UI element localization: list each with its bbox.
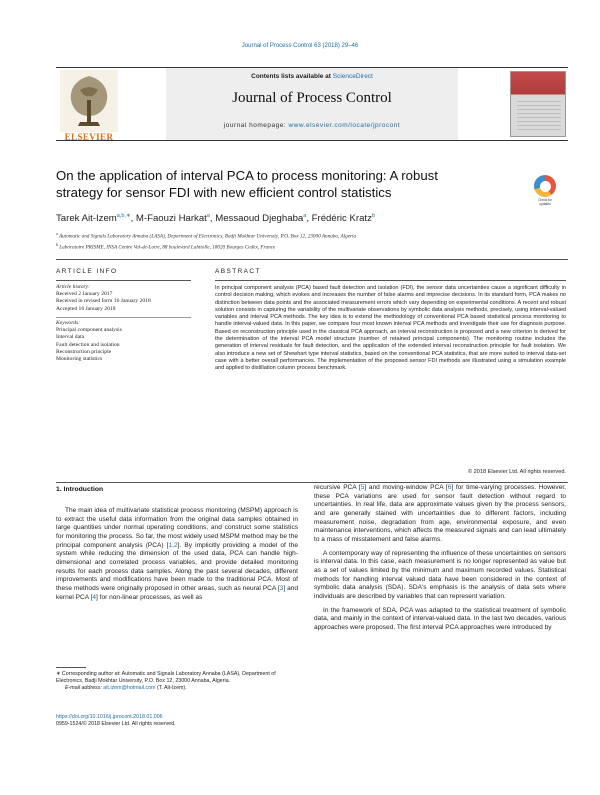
copyright-notice: © 2018 Elsevier Ltd. All rights reserved.	[467, 469, 566, 475]
issn-line: 0959-1524/© 2018 Elsevier Ltd. All rights reserved.	[56, 720, 176, 727]
keywords	[56, 320, 191, 363]
footnotes	[56, 671, 298, 691]
received-date: Received 2 January 2017	[56, 291, 113, 298]
divider	[56, 259, 568, 260]
email-link[interactable]: ait.izem@hotmail.com	[103, 684, 156, 691]
right-column	[314, 484, 566, 633]
author-name[interactable]: M-Faouzi Harkat	[135, 213, 207, 225]
keyword-item: Monitoring statistics	[56, 356, 103, 363]
accepted-date: Accepted 16 January 2018	[56, 305, 116, 312]
history-label: Article history:	[56, 284, 91, 290]
author-affiliation-marker[interactable]: b	[371, 213, 375, 219]
journal-cover-image	[510, 71, 566, 137]
article-title: On the application of interval PCA to process monitoring: A robust strategy for sensor FDI with new efficient control statistics	[56, 168, 438, 200]
citation-link[interactable]: 3	[279, 584, 284, 592]
masthead-center	[166, 68, 458, 140]
homepage-label: journal homepage:	[223, 122, 289, 129]
abstract-text: In principal component analysis (PCA) based fault detection and isolation (FDI), the sensor data uncertainties cause a significant difficulty in control decision making, which evokes and increases the number of false alarms and imprecise decisions. In its standard form, PCA makes no distinction between data points and the associated measurement errors which vary depending on experimental conditions. A recent and robust solution consists in capturing the variability of the multivariate observations by symbolic data analysis methods, precisely, using interval-valued variables and interval PCA methods. The key idea is to extend the methodology of conventional PCA based statistical process monitoring to handle interval-valued data. In this paper, we compare four most known interval PCA methods and investigate their use for diagnosis purpose. Based on reconstruction principle used in the classical PCA approach, an interval reconstruction is proposed and a new criterion is derived for the determination of the interval PCA model structure (number of retained principal components). The monitoring routine includes the generation of interval residuals for fault detection, and the application of the extended interval reconstruction principle for fault isolation. We also introduce a new set of Shewhart type interval statistics, based on the conventional PCA statistics, that are more suited to interval data-set case with a better overall performances. The implementation of the proposed sensor FDI methods are illustrated using a simulation example and applied to distillation column process benchmark.	[215, 285, 566, 372]
affiliation-item: $^b$ Laboratoire PRISME, INSA Centre Val-de-Loire, 88 boulevard Lahitolle, 18020 Bourges Cedex, France	[56, 241, 276, 251]
journal-title: Journal of Process Control	[232, 90, 392, 106]
revised-date: Received in revised form 16 January 2018	[56, 298, 151, 305]
divider	[56, 667, 86, 668]
introduction-heading: 1. Introduction	[56, 486, 104, 493]
article-info-heading: ARTICLE INFO	[56, 268, 118, 275]
keyword-item: Reconstruction principle	[56, 348, 112, 355]
affiliation-item: $^a$ Automatic and Signals Laboratory Annaba (LASA), Department of Electronics, Badji Mokhtar University, P.O. Box 12, 23000 Annaba, Algeria	[56, 231, 357, 240]
paragraph: The main idea of multivariate statistical process monitoring (MSPM) approach is to extract the useful data information from the original data samples obtained in large quantities under normal operating conditions, and construct some statistics for monitoring the process. So far, the most widely used MSPM method may be the principal component analysis (PCA) [1,2]. By implicitly providing a model of the system while reducing the dimension of the used data, PCA can handle high-dimensional and correlated process variables, and provide detailed monitoring results for each process data samples. Along the past several decades, different improvements and modifications have been made to the traditional PCA. Most of these methods were originally proposed in other areas, such as neural PCA [3] and kernel PCA [4] for non-linear processes, as well as	[56, 507, 298, 601]
paragraph: A contemporary way of representing the influence of these uncertainties on sensors is interval data. In this case, each measurement is no longer represented as value but as a set of values limited by the minimum and maximum recorded values. Statistical methods for handling interval valued data have been considered in the context of symbolic data analysis (SDA). SDA's emphasis is the analysis of data sets where individuals are described by variables that can represent variation.	[314, 549, 566, 600]
abstract-heading: ABSTRACT	[215, 268, 261, 275]
journal-reference[interactable]: Journal of Process Control 63 (2018) 29–46	[241, 43, 359, 49]
contents-line	[166, 73, 458, 80]
masthead	[56, 67, 568, 141]
article-history	[56, 284, 191, 313]
keywords-label: Keywords:	[56, 320, 81, 326]
author-affiliation-marker[interactable]: a	[206, 213, 210, 219]
author-name[interactable]: Messaoud Djeghaba	[215, 213, 304, 225]
author-list: Tarek Ait-Izem$^{a,b,∗}$, M-Faouzi Harkat$^a$, Messaoud Djeghaba$^a$, Frédéric Kratz$^b$	[56, 213, 375, 225]
divider	[215, 280, 566, 281]
affiliations	[56, 230, 556, 251]
corresponding-author-note: ∗ Corresponding author at: Automatic and Signals Laboratory Annaba (LASA), Department of Electronics, Badji Mokhtar University, P.O. Box 12, 23000 Annaba, Algeria.	[56, 671, 276, 684]
author-name[interactable]: Tarek Ait-Izem	[56, 213, 117, 225]
check-for-updates-badge[interactable]	[534, 175, 556, 205]
check-updates-icon	[534, 175, 556, 197]
paragraph: In the framework of SDA, PCA was adapted to the statistical treatment of symbolic data, and mainly in the context of interval-valued data. In the last two decades, various approaches were proposed. The first interval PCA approaches were introduced by	[314, 606, 566, 631]
divider	[56, 482, 568, 483]
paragraph: recursive PCA [5] and moving-window PCA [6] for time-varying processes. However, these PCA variations are used for sensor fault detection without regard to uncertainties. In real life, data are approximate values given by the process sensors, and are generally stained with uncertainties due to different factors, including measurement noise, degradation from age, environmental exposure, and even maintenance interventions, which affects the measured signals and can lead ultimately to a mass of misstatement and false alarms.	[314, 484, 566, 543]
left-column	[56, 507, 298, 602]
elsevier-wordmark: ELSEVIER	[64, 132, 114, 142]
cover-pattern	[517, 100, 561, 130]
divider	[56, 317, 191, 318]
citation-link[interactable]: 5	[360, 484, 365, 491]
elsevier-tree-logo	[60, 70, 118, 132]
author-name[interactable]: Frédéric Kratz	[311, 213, 372, 225]
keyword-item: Principal component analysis	[56, 327, 122, 334]
doi-block	[56, 714, 298, 728]
citation-link[interactable]: 4	[92, 593, 97, 601]
doi-link[interactable]: https://doi.org/10.1016/j.jprocont.2018.01.006	[56, 714, 163, 720]
homepage-url-link[interactable]: www.elsevier.com/locate/jprocont	[288, 122, 401, 129]
keyword-item: Interval data	[56, 334, 85, 341]
divider	[56, 280, 191, 281]
homepage-line	[166, 122, 458, 129]
sciencedirect-link[interactable]: ScienceDirect	[332, 73, 373, 80]
check-updates-label: Check for updates	[538, 198, 552, 206]
contents-prefix: Contents lists available at	[251, 73, 333, 80]
author-affiliation-marker[interactable]: a	[303, 213, 307, 219]
citation-link[interactable]: 6	[447, 484, 452, 491]
email-line: E-mail address: ait.izem@hotmail.com (T. Ait-Izem).	[65, 684, 187, 691]
author-affiliation-marker[interactable]: a,b,∗	[116, 213, 131, 219]
keyword-item: Fault detection and isolation	[56, 341, 120, 348]
citation-link[interactable]: 1,2	[168, 541, 178, 549]
